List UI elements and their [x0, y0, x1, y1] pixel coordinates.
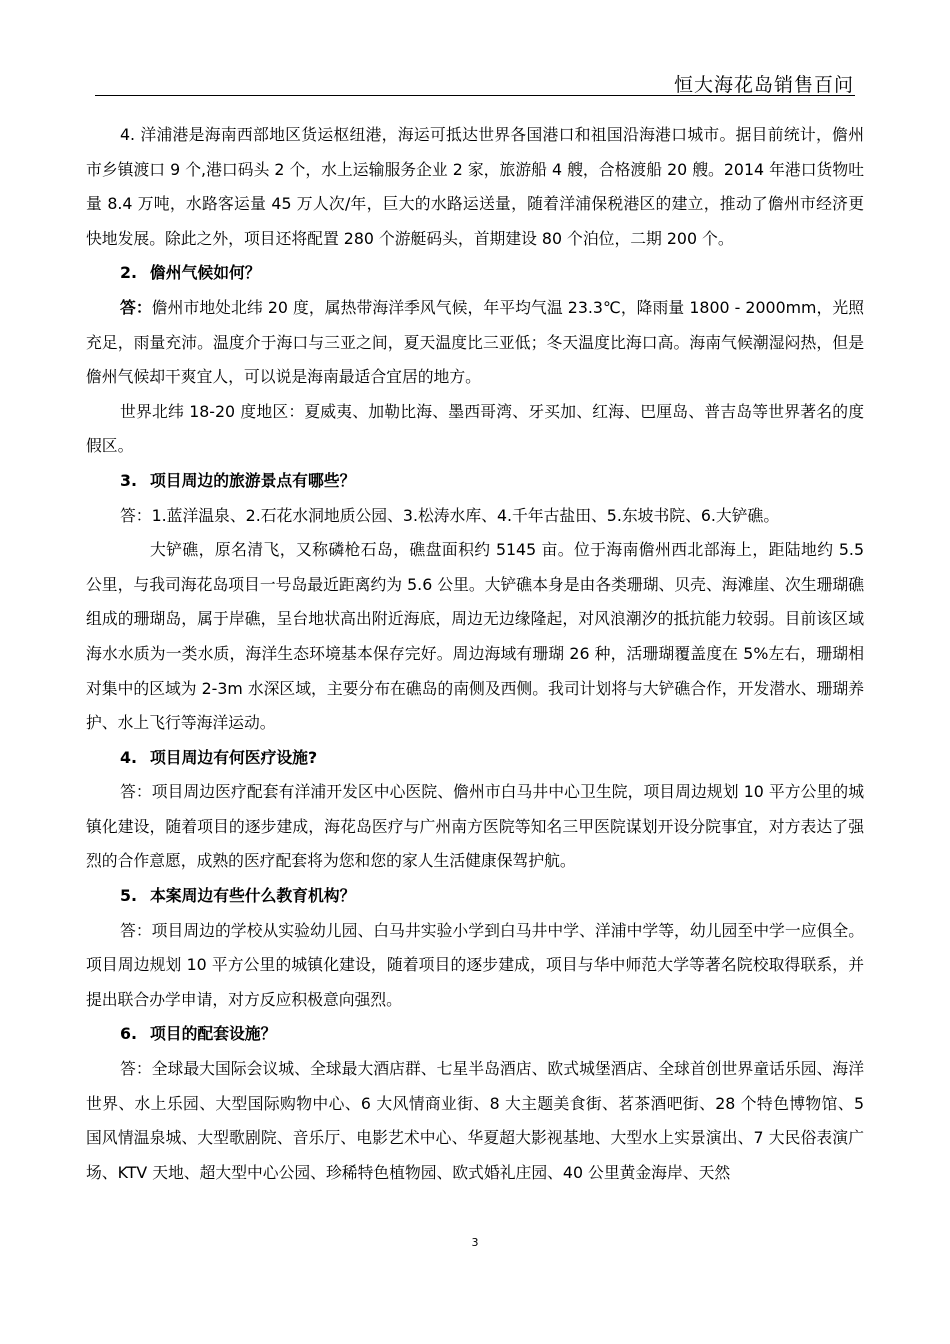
- question-2-title: 儋州气候如何？: [150, 263, 261, 283]
- answer-label: 答：: [120, 297, 152, 317]
- question-2-answer-text: 儋州市地处北纬 20 度，属热带海洋季风气候，年平均气温 23.3℃，降雨量 1800 - 2000mm，光照充足，雨量充沛。温度介于海口与三亚之间，夏天温度比三亚低；冬天温度比海口高。海南气候潮湿闷热，但是儋州气候却干爽宜人，可以说是海南最适合宜居的地方。: [86, 297, 864, 387]
- question-5-number: 5.: [120, 886, 137, 906]
- question-6-number: 6.: [120, 1024, 137, 1044]
- question-3-answer: 答：1.蓝洋温泉、2.石花水洞地质公园、3.松涛水库、4.千年古盐田、5.东坡书院、6.大铲礁。: [120, 505, 780, 525]
- header-divider: [95, 95, 855, 96]
- question-2-extra: 世界北纬 18-20 度地区：夏威夷、加勒比海、墨西哥湾、牙买加、红海、巴厘岛、普吉岛等世界著名的度假区。: [86, 401, 864, 456]
- question-5-answer: 答：项目周边的学校从实验幼儿园、白马井实验小学到白马井中学、洋浦中学等，幼儿园至中学一应俱全。项目周边规划 10 平方公里的城镇化建设，随着项目的逐步建成，项目与华中师范大学等著名院校取得联系，并提出联合办学申请，对方反应积极意向强烈。: [86, 920, 864, 1009]
- question-5-heading: [86, 879, 864, 914]
- question-4-answer: 答：项目周边医疗配套有洋浦开发区中心医院、儋州市白马井中心卫生院，项目周边规划 10 平方公里的城镇化建设，随着项目的逐步建成，海花岛医疗与广州南方医院等知名三甲医院谋划开设分院事宜，对方表达了强烈的合作意愿，成熟的医疗配套将为您和您的家人生活健康保驾护航。: [86, 782, 864, 871]
- question-2-answer: [86, 291, 864, 395]
- document-body: [86, 118, 864, 1190]
- page-header-title: 恒大海花岛销售百问: [673, 74, 854, 96]
- question-3-title: 项目周边的旅游景点有哪些？: [150, 470, 356, 490]
- question-4-title: 项目周边有何医疗设施?: [150, 747, 318, 767]
- question-2-heading: [86, 256, 864, 291]
- question-4-number: 4.: [120, 747, 137, 767]
- question-2-number: 2.: [120, 263, 137, 283]
- question-6-answer: 答：全球最大国际会议城、全球最大酒店群、七星半岛酒店、欧式城堡酒店、全球首创世界童话乐园、海洋世界、水上乐园、大型国际购物中心、6 大风情商业街、8 大主题美食街、茗茶酒吧街、28 个特色博物馆、5 国风情温泉城、大型歌剧院、音乐厅、电影艺术中心、华夏超大影视基地、大型水上实景演出、7 大民俗表演广场、KTV 天地、超大型中心公园、珍稀特色植物园、欧式婚礼庄园、40 公里黄金海岸、天然: [86, 1059, 864, 1182]
- question-6-heading: [86, 1017, 864, 1052]
- question-3-number: 3.: [120, 470, 137, 490]
- question-4-heading: [86, 741, 864, 776]
- question-3-heading: [86, 464, 864, 499]
- port-paragraph: 4. 洋浦港是海南西部地区货运枢纽港，海运可抵达世界各国港口和祖国沿海港口城市。据目前统计，儋州市乡镇渡口 9 个,港口码头 2 个，水上运输服务企业 2 家，旅游船 4 艘，合格渡船 20 艘。2014 年港口货物吐量 8.4 万吨，水路客运量 45 万人次/年，巨大的水路运送量，随着洋浦保税港区的建立，推动了儋州市经济更快地发展。除此之外，项目还将配置 280 个游艇码头，首期建设 80 个泊位，二期 200 个。: [86, 125, 864, 248]
- question-5-title: 本案周边有些什么教育机构？: [150, 886, 356, 906]
- question-6-title: 项目的配套设施？: [150, 1024, 277, 1044]
- question-3-detail: 大铲礁，原名清飞，又称磷枪石岛，礁盘面积约 5145 亩。位于海南儋州西北部海上，距陆地约 5.5 公里，与我司海花岛项目一号岛最近距离约为 5.6 公里。大铲礁本身是由各类珊瑚、贝壳、海滩崖、次生珊瑚礁组成的珊瑚岛，属于岸礁，呈台地状高出附近海底，周边无边缘隆起，对风浪潮汐的抵抗能力较弱。目前该区域海水水质为一类水质，海洋生态环境基本保存完好。周边海域有珊瑚 26 种，活珊瑚覆盖度在 5%左右，珊瑚相对集中的区域为 2-3m 水深区域，主要分布在礁岛的南侧及西侧。我司计划将与大铲礁合作，开发潜水、珊瑚养护、水上飞行等海洋运动。: [86, 540, 864, 733]
- page-number: 3: [471, 1236, 479, 1249]
